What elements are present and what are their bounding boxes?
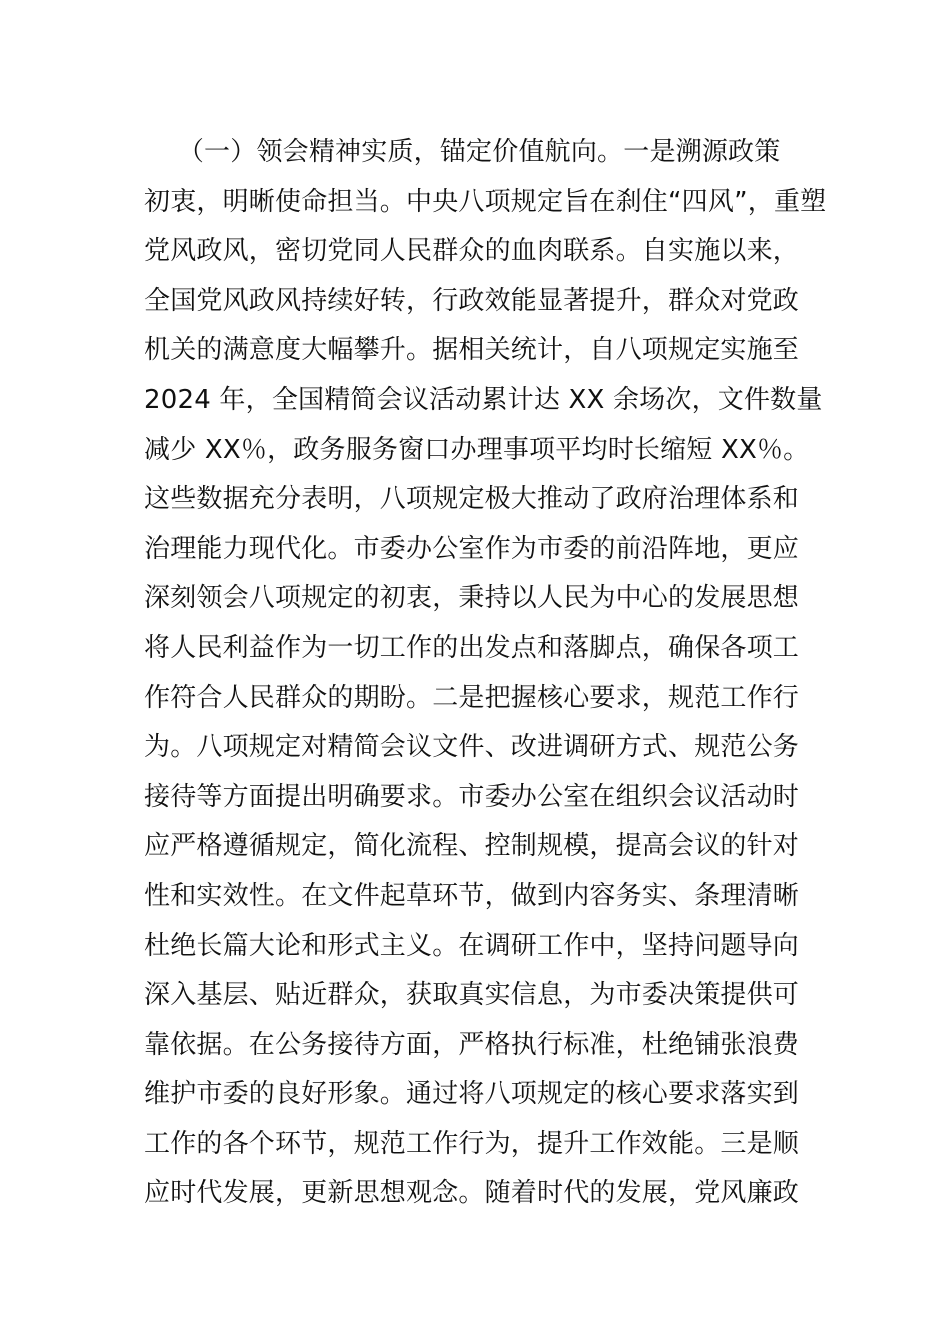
paragraph-line: 减少 XX％，政务服务窗口办理事项平均时长缩短 XX％。 <box>144 434 810 465</box>
paragraph-line: 这些数据充分表明，八项规定极大推动了政府治理体系和 <box>144 484 800 515</box>
paragraph-line: 深刻领会八项规定的初衷，秉持以人民为中心的发展思想 <box>144 583 800 614</box>
body-paragraph <box>144 128 827 1219</box>
paragraph-line: 党风政风，密切党同人民群众的血肉联系。自实施以来， <box>144 236 800 267</box>
paragraph-line: 全国党风政风持续好转，行政效能显著提升，群众对党政 <box>144 285 800 316</box>
paragraph-line: （一）领会精神实质，锚定价值航向。一是溯源政策 <box>144 137 781 167</box>
paragraph-line: 接待等方面提出明确要求。市委办公室在组织会议活动时 <box>144 781 800 812</box>
paragraph-line: 应严格遵循规定，简化流程、控制规模，提高会议的针对 <box>144 831 800 862</box>
paragraph-line: 作符合人民群众的期盼。二是把握核心要求，规范工作行 <box>144 682 800 713</box>
paragraph-line: 治理能力现代化。市委办公室作为市委的前沿阵地，更应 <box>144 533 800 564</box>
paragraph-line: 初衷，明晰使命担当。中央八项规定旨在刹住“四风”，重塑 <box>144 186 827 217</box>
paragraph-line: 杜绝长篇大论和形式主义。在调研工作中，坚持问题导向 <box>144 930 800 961</box>
paragraph-line: 深入基层、贴近群众，获取真实信息，为市委决策提供可 <box>144 980 800 1011</box>
paragraph-line: 应时代发展，更新思想观念。随着时代的发展，党风廉政 <box>144 1178 800 1209</box>
paragraph-line: 将人民利益作为一切工作的出发点和落脚点，确保各项工 <box>144 632 800 663</box>
paragraph-line: 2024 年，全国精简会议活动累计达 XX 余场次，文件数量 <box>144 384 823 415</box>
paragraph-line: 靠依据。在公务接待方面，严格执行标准，杜绝铺张浪费 <box>144 1029 800 1060</box>
paragraph-line: 维护市委的良好形象。通过将八项规定的核心要求落实到 <box>144 1079 800 1110</box>
paragraph-line: 性和实效性。在文件起草环节，做到内容务实、条理清晰 <box>144 880 800 911</box>
paragraph-line: 为。八项规定对精简会议文件、改进调研方式、规范公务 <box>144 732 800 763</box>
paragraph-line: 机关的满意度大幅攀升。据相关统计，自八项规定实施至 <box>144 335 800 366</box>
paragraph-line: 工作的各个环节，规范工作行为，提升工作效能。三是顺 <box>144 1128 800 1159</box>
